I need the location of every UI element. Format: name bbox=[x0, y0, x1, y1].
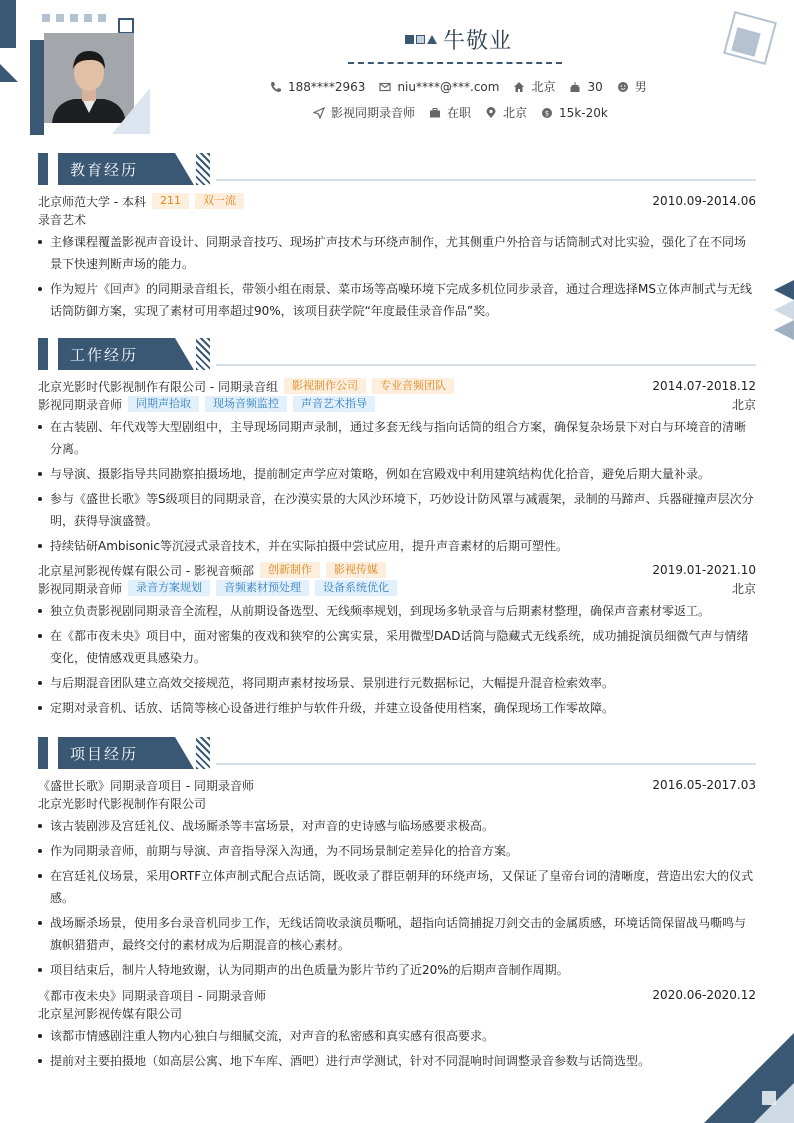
status-text: 在职 bbox=[447, 106, 472, 120]
email-text: niu****@***.com bbox=[397, 79, 500, 94]
company-name: 北京星河影视传媒有限公司 - 影视音频部 bbox=[38, 563, 254, 578]
name-row bbox=[405, 24, 512, 55]
project-entry bbox=[38, 986, 756, 1072]
age-icon bbox=[569, 81, 581, 93]
skill-tag: 同期声拾取 bbox=[128, 396, 199, 412]
project-title: 《盛世长歌》同期录音项目 - 同期录音师 bbox=[38, 778, 254, 793]
list-item: 在宫廷礼仪场景，采用ORTF立体声制式配合点话筒，既收录了群臣朝拜的环绕声场，又保证了皇帝台词的清晰度，营造出宏大的仪式感。 bbox=[38, 865, 756, 909]
company-tag: 创新制作 bbox=[260, 562, 320, 578]
company-tag: 影视传媒 bbox=[326, 562, 386, 578]
job-role: 影视同期录音师 bbox=[38, 581, 123, 596]
company-tag: 专业音频团队 bbox=[372, 378, 454, 394]
section-header-work bbox=[38, 338, 756, 370]
side-triangle-decoration bbox=[774, 300, 794, 320]
square-outline-decoration bbox=[118, 18, 134, 34]
side-triangle-decoration bbox=[774, 280, 794, 300]
skill-tag: 声音艺术指导 bbox=[293, 396, 375, 412]
company-tag: 影视制作公司 bbox=[284, 378, 366, 394]
school-name: 北京师范大学 - 本科 bbox=[38, 194, 146, 209]
gender-text: 男 bbox=[634, 80, 647, 94]
list-item: 在《都市夜未央》项目中，面对密集的夜戏和狭窄的公寓实景，采用微型DAD话筒与隐藏式无线系统，成功捕捉演员细微气声与情绪变化，使情感戏更具感染力。 bbox=[38, 625, 756, 669]
section-title: 教育经历 bbox=[70, 161, 139, 179]
major: 录音艺术 bbox=[38, 212, 87, 227]
gender-item bbox=[617, 78, 647, 95]
target-city-text: 北京 bbox=[503, 106, 528, 120]
list-item: 该都市情感剧注重人物内心独白与细腻交流，对声音的私密感和真实感有很高要求。 bbox=[38, 1025, 756, 1047]
age-text: 30 bbox=[587, 79, 603, 94]
work-date: 2014.07-2018.12 bbox=[652, 379, 756, 393]
project-org: 北京星河影视传媒有限公司 bbox=[38, 1006, 183, 1021]
corner-decoration bbox=[30, 40, 44, 135]
list-item: 定期对录音机、话放、话筒等核心设备进行维护与软件升级，并建立设备使用档案，确保现场工作零故障。 bbox=[38, 697, 756, 719]
list-item: 参与《盛世长歌》等S级项目的同期录音，在沙漠实景的大风沙环境下，巧妙设计防风罩与减震架，录制的马蹄声、兵器碰撞声层次分明，获得导演盛赞。 bbox=[38, 488, 756, 532]
list-item: 独立负责影视剧同期录音全流程，从前期设备选型、无线频率规划，到现场多轨录音与后期素材整理，确保声音素材零返工。 bbox=[38, 600, 756, 622]
list-item: 项目结束后，制片人特地致谢，认为同期声的出色质量为影片节约了近20%的后期声音制作周期。 bbox=[38, 959, 756, 981]
side-triangle-decoration bbox=[774, 320, 794, 340]
work-date: 2019.01-2021.10 bbox=[652, 563, 756, 577]
list-item: 战场厮杀场景，使用多台录音机同步工作，无线话筒收录演员嘶吼，超指向话筒捕捉刀剑交击的金属质感，环境话筒保留战马嘶鸣与旗帜猎猎声，最终交付的素材成为后期混音的核心素材。 bbox=[38, 912, 756, 956]
work-city: 北京 bbox=[731, 397, 756, 412]
photo-decoration bbox=[112, 88, 150, 134]
education-date: 2010.09-2014.06 bbox=[652, 194, 756, 208]
email-item bbox=[379, 80, 499, 94]
work-entry bbox=[38, 377, 756, 557]
email-icon bbox=[379, 81, 391, 93]
age-item bbox=[569, 80, 602, 94]
location-icon bbox=[485, 107, 497, 119]
project-date: 2016.05-2017.03 bbox=[652, 778, 756, 792]
name-underline bbox=[348, 62, 562, 64]
money-icon bbox=[541, 107, 553, 119]
list-item: 与后期混音团队建立高效交接规范，将同期声素材按场景、景别进行元数据标记，大幅提升混音检索效率。 bbox=[38, 672, 756, 694]
section-title: 工作经历 bbox=[70, 346, 139, 364]
corner-decoration bbox=[0, 64, 18, 82]
gender-icon bbox=[617, 81, 629, 93]
home-icon bbox=[513, 81, 525, 93]
phone-text: 188****2963 bbox=[288, 79, 366, 94]
salary-text: 15k-20k bbox=[559, 105, 608, 120]
briefcase-icon bbox=[429, 107, 441, 119]
city-text: 北京 bbox=[531, 80, 556, 94]
list-item: 与导演、摄影指导共同勘察拍摄场地，提前制定声学应对策略，例如在宫殿戏中利用建筑结构优化拾音，避免后期大量补录。 bbox=[38, 463, 756, 485]
job-role: 影视同期录音师 bbox=[38, 397, 123, 412]
name-decoration bbox=[405, 35, 437, 44]
company-name: 北京光影时代影视制作有限公司 - 同期录音组 bbox=[38, 379, 278, 394]
skill-tag: 现场音频监控 bbox=[205, 396, 287, 412]
send-icon bbox=[313, 107, 325, 119]
section-header-projects bbox=[38, 737, 756, 769]
candidate-name: 牛敬业 bbox=[443, 29, 513, 54]
education-entry bbox=[38, 192, 756, 322]
svg-text:$: $ bbox=[544, 109, 550, 118]
position-item bbox=[313, 104, 415, 121]
project-org: 北京光影时代影视制作有限公司 bbox=[38, 796, 207, 811]
school-tag: 211 bbox=[152, 193, 189, 209]
project-title: 《都市夜未央》同期录音项目 - 同期录音师 bbox=[38, 988, 266, 1003]
list-item: 在古装剧、年代戏等大型剧组中，主导现场同期声录制，通过多套无线与指向话筒的组合方案，确保复杂场景下对白与环境音的清晰分离。 bbox=[38, 416, 756, 460]
list-item: 提前对主要拍摄地（如高层公寓、地下车库、酒吧）进行声学测试，针对不同混响时间调整录音参数与话筒选型。 bbox=[38, 1050, 756, 1072]
section-title: 项目经历 bbox=[70, 745, 139, 763]
project-date: 2020.06-2020.12 bbox=[652, 988, 756, 1002]
corner-decoration bbox=[762, 1091, 776, 1105]
skill-tag: 设备系统优化 bbox=[315, 580, 397, 596]
contact-info-row bbox=[270, 78, 661, 95]
school-tag: 双一流 bbox=[195, 193, 244, 209]
status-item bbox=[429, 104, 471, 121]
city-item bbox=[513, 78, 555, 95]
list-item: 主修课程覆盖影视声音设计、同期录音技巧、现场扩声技术与环绕声制作，尤其侧重户外拾音与话筒制式对比实验，强化了在不同场景下快速判断声场的能力。 bbox=[38, 231, 756, 275]
phone-icon bbox=[270, 81, 282, 93]
job-intent-row bbox=[313, 104, 622, 121]
salary-item bbox=[541, 106, 608, 120]
project-entry bbox=[38, 776, 756, 981]
list-item: 该古装剧涉及宫廷礼仪、战场厮杀等丰富场景，对声音的史诗感与临场感要求极高。 bbox=[38, 815, 756, 837]
phone-item bbox=[270, 80, 365, 94]
section-header-education bbox=[38, 153, 756, 185]
target-city-item bbox=[485, 104, 527, 121]
skill-tag: 录音方案规划 bbox=[128, 580, 210, 596]
corner-decoration bbox=[0, 0, 16, 48]
square-pattern-decoration bbox=[42, 14, 106, 22]
position-text: 影视同期录音师 bbox=[331, 106, 416, 120]
skill-tag: 音频素材预处理 bbox=[216, 580, 309, 596]
list-item: 作为短片《回声》的同期录音组长，带领小组在雨景、菜市场等高噪环境下完成多机位同步录音，通过合理选择MS立体声制式与无线话筒防御方案，实现了素材可用率超过90%，该项目获学院“年度最佳录音作品”奖。 bbox=[38, 278, 756, 322]
work-entry bbox=[38, 561, 756, 719]
list-item: 持续钻研Ambisonic等沉浸式录音技术，并在实际拍摄中尝试应用，提升声音素材的后期可塑性。 bbox=[38, 535, 756, 557]
work-city: 北京 bbox=[731, 581, 756, 596]
list-item: 作为同期录音师，前期与导演、声音指导深入沟通，为不同场景制定差异化的拾音方案。 bbox=[38, 840, 756, 862]
